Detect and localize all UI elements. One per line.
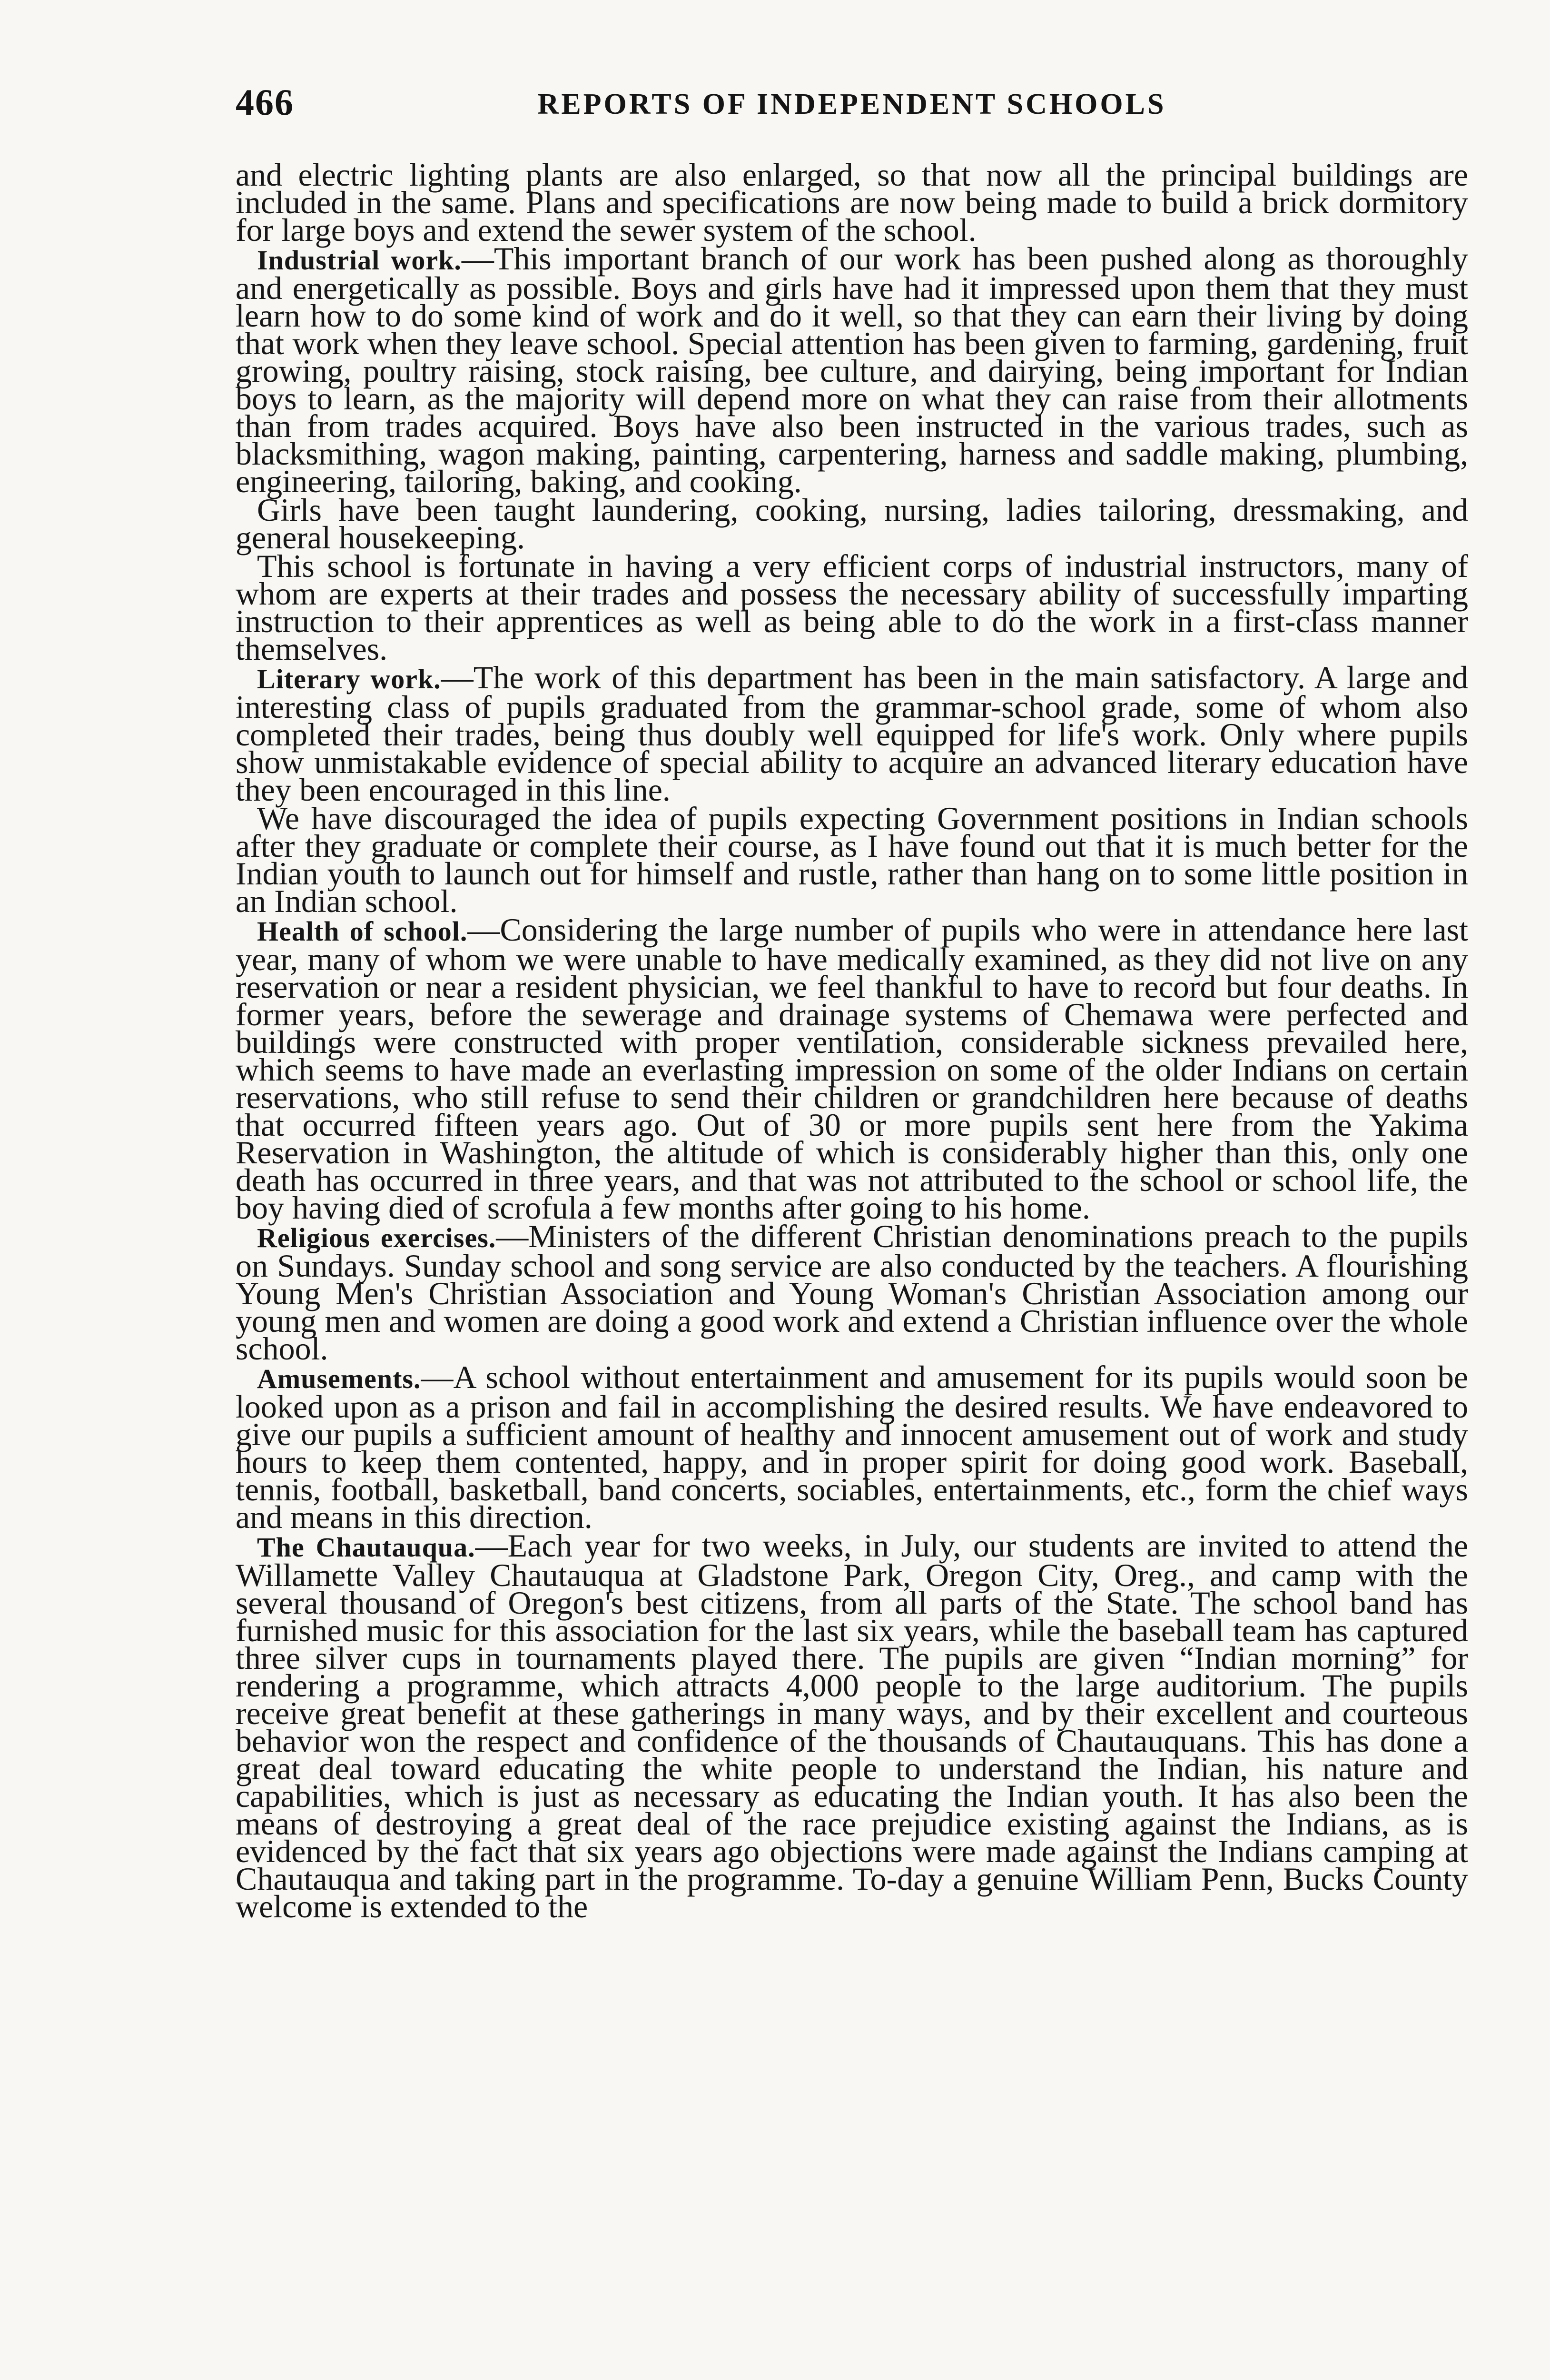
paragraph-text: —This important branch of our work has been pushed along as thoroughly and energetically as possible. Boys and girls have had it impressed upon them that they must learn how to do some kind of work and do it well, so that they can earn their living by doing that work when they leave school. Special attention has been given to farming, gardening, fruit growing, poultry raising, stock raising, bee culture, and dairying, being important for Indian boys to learn, as the majority will depend more on what they can raise from their allotments than from trades acquired. Boys have also been instructed in the various trades, such as blacksmithing, wagon making, painting, carpentering, harness and saddle making, plumbing, engineering, tailoring, baking, and cooking. xyxy=(236,240,1469,499)
paragraph-text: —Ministers of the different Christian denominations preach to the pupils on Sundays. Sunday school and song service are also conducted by the teachers. A flourishing Young Men's Christian Association and Young Woman's Christian Association among our young men and women are doing a good work and extend a Christian influence over the whole school. xyxy=(236,1218,1468,1367)
paragraph-text: —Each year for two weeks, in July, our students are invited to attend the Willamette Valley Chautauqua at Gladstone Park, Oregon City, Oreg., and camp with the several thousand of Oregon's best citizens, from all parts of the State. The school band has furnished music for this association for the last six years, while the baseball team has captured three silver cups in tournaments played there. The pupils are given “Indian morning” for rendering a programme, which attracts 4,000 people to the large auditorium. The pupils receive great benefit at these gatherings in many ways, and by their excellent and courteous behavior won the respect and confidence of the thousands of Chautauquans. This has done a great deal toward educating the white people to understand the Indian, his nature and capabilities, which is just as necessary as educating the Indian youth. It has also been the means of destroying a great deal of the race prejudice existing against the Indians, as is evidenced by the fact that six years ago objections were made against the Indians camping at Chautauqua and taking part in the programme. To-day a genuine William Penn, Bucks County welcome is extended to the xyxy=(236,1527,1468,1924)
body-text xyxy=(236,157,1469,1924)
paragraph-government-positions xyxy=(236,800,1468,919)
page-number: 466 xyxy=(236,81,294,123)
paragraph-industrial-work xyxy=(236,240,1469,499)
section-run-head: Health of school. xyxy=(257,916,468,947)
section-run-head: The Chautauqua. xyxy=(257,1532,475,1563)
paragraph-text: and electric lighting plants are also enlarged, so that now all the principal buildings are included in the same. Plans and specifications are now being made to build a brick dormitory for large boys and extend the sewer system of the school. xyxy=(236,157,1468,248)
section-run-head: Amusements. xyxy=(257,1363,421,1394)
paragraph-literary-work xyxy=(236,659,1469,808)
section-run-head: Religious exercises. xyxy=(257,1222,496,1253)
paragraph-amusements xyxy=(236,1359,1468,1535)
paragraph-religious xyxy=(236,1218,1468,1367)
paragraph-lighting xyxy=(236,157,1468,248)
paragraph-text: —The work of this department has been in the main satisfactory. A large and interesting class of pupils graduated from the grammar-school grade, some of whom also completed their trades, being thus doubly well equipped for life's work. Only where pupils show unmistakable evidence of special ability to acquire an advanced literary education have they been encouraged in this line. xyxy=(236,659,1469,808)
paragraph-text: This school is fortunate in having a very efficient corps of industrial instructors, many of whom are experts at their trades and possess the necessary ability of successfully imparting instruction to their apprentices as well as being able to do the work in a first-class manner themselves. xyxy=(236,548,1468,667)
paragraph-instructors xyxy=(236,548,1468,667)
paragraph-text: —Considering the large number of pupils who were in attendance here last year, many of whom we were unable to have medically examined, as they did not live on any reservation or near a resident physician, we feel thankful to have to record but four deaths. In former years, before the sewerage and drainage systems of Chemawa were perfected and buildings were constructed with proper ventilation, considerable sickness prevailed here, which seems to have made an everlasting impression on some of the older Indians on certain reservations, who still refuse to send their children or grandchildren here because of deaths that occurred fifteen years ago. Out of 30 or more pupils sent here from the Yakima Reservation in Washington, the altitude of which is considerably higher than this, only one death has occurred in three years, and that was not attributed to the school or school life, the boy having died of scrofula a few months after going to his home. xyxy=(236,912,1468,1226)
section-run-head: Industrial work. xyxy=(257,245,462,276)
paragraph-girls xyxy=(236,492,1468,555)
paragraph-health xyxy=(236,912,1468,1226)
running-title: REPORTS OF INDEPENDENT SCHOOLS xyxy=(537,88,1166,120)
paragraph-text: Girls have been taught laundering, cooking, nursing, ladies tailoring, dressmaking, and general housekeeping. xyxy=(236,492,1468,555)
paragraph-text: We have discouraged the idea of pupils expecting Government positions in Indian schools after they graduate or complete their course, as I have found out that it is much better for the Indian youth to launch out for himself and rustle, rather than hang on to some little position in an Indian school. xyxy=(236,800,1468,919)
paragraph-chautauqua xyxy=(236,1527,1468,1924)
paragraph-text: —A school without entertainment and amusement for its pupils would soon be looked upon as a prison and fail in accomplishing the desired results. We have endeavored to give our pupils a sufficient amount of healthy and innocent amusement out of work and study hours to keep them contented, happy, and in proper spirit for doing good work. Baseball, tennis, football, basketball, band concerts, sociables, entertainments, etc., form the chief ways and means in this direction. xyxy=(236,1359,1468,1535)
section-run-head: Literary work. xyxy=(257,664,441,694)
page-header xyxy=(236,81,1325,133)
